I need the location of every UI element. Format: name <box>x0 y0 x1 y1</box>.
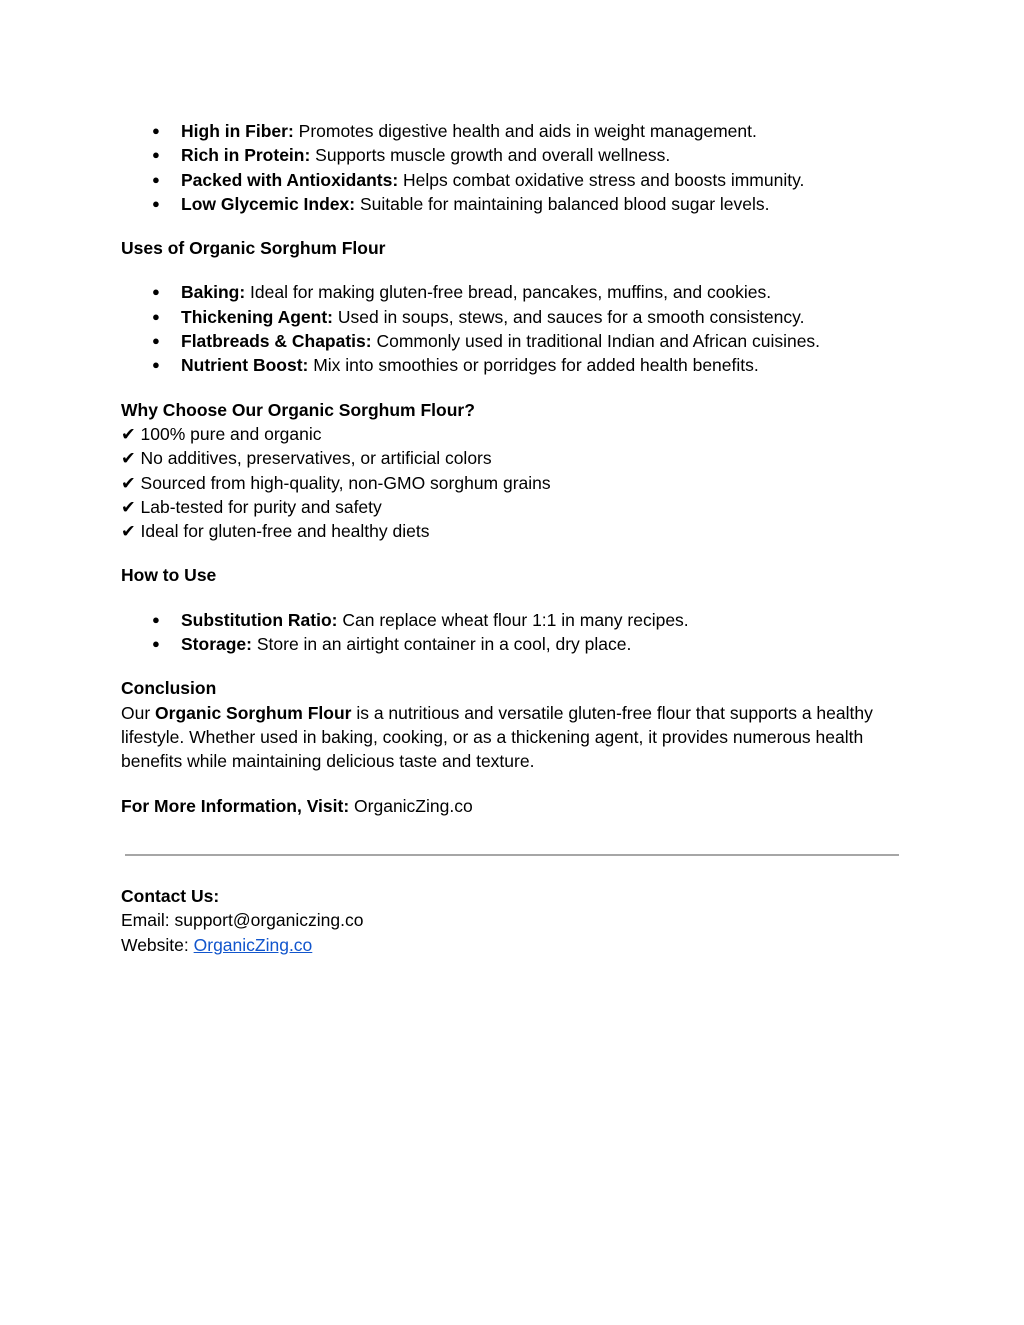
list-item <box>121 608 901 632</box>
more-info-value: OrganicZing.co <box>349 795 473 816</box>
list-item <box>121 143 901 167</box>
use-label: Flatbreads & Chapatis: <box>181 331 372 352</box>
benefit-label: High in Fiber: <box>181 121 294 141</box>
email-value: support@organiczing.co <box>174 910 364 931</box>
how-heading: How to Use <box>121 565 217 586</box>
check-item: ✔ No additives, preservatives, or artificial colors <box>121 448 492 469</box>
bullet-icon: ● <box>152 171 160 187</box>
list-item <box>121 119 901 143</box>
list-item <box>121 168 901 192</box>
list-item <box>121 280 901 304</box>
list-item <box>121 353 901 377</box>
uses-heading: Uses of Organic Sorghum Flour <box>121 238 386 259</box>
contact-section <box>121 884 901 957</box>
document-body <box>121 119 901 818</box>
website-link[interactable]: OrganicZing.co <box>193 934 313 955</box>
email-label: Email: <box>121 910 175 931</box>
use-text: Ideal for making gluten-free bread, pancakes, muffins, and cookies. <box>245 282 772 303</box>
check-item: ✔ Lab-tested for purity and safety <box>121 496 382 517</box>
check-item: ✔ Ideal for gluten-free and healthy diets <box>121 521 430 542</box>
how-label: Substitution Ratio: <box>181 609 338 630</box>
website-line <box>121 933 901 957</box>
benefit-text: Helps combat oxidative stress and boosts immunity. <box>398 169 805 190</box>
list-item <box>121 305 901 329</box>
how-text: Store in an airtight container in a cool, dry place. <box>251 634 632 655</box>
benefit-label: Rich in Protein: <box>181 145 311 166</box>
why-heading: Why Choose Our Organic Sorghum Flour? <box>121 399 475 420</box>
how-text: Can replace wheat flour 1:1 in many recipes. <box>337 609 689 630</box>
more-info-line <box>121 794 901 818</box>
website-label: Website: <box>121 934 194 955</box>
bullet-icon: ● <box>152 333 160 349</box>
list-item <box>121 192 901 216</box>
use-label: Baking: <box>181 282 246 303</box>
email-line <box>121 908 901 932</box>
use-text: Commonly used in traditional Indian and African cuisines. <box>371 331 821 352</box>
benefit-text: Promotes digestive health and aids in weight management. <box>293 121 757 141</box>
conclusion-product-name: Organic Sorghum Flour <box>155 702 352 723</box>
uses-list <box>121 280 901 377</box>
benefit-text: Suitable for maintaining balanced blood sugar levels. <box>355 193 770 214</box>
bullet-icon: ● <box>152 123 160 138</box>
bullet-icon: ● <box>152 284 160 300</box>
bullet-icon: ● <box>152 308 160 324</box>
contact-heading: Contact Us: <box>121 886 220 906</box>
list-item <box>121 632 901 656</box>
how-list <box>121 608 901 657</box>
how-label: Storage: <box>181 634 252 655</box>
conclusion-post: is a nutritious and versatile gluten-free flour that supports a healthy lifestyle. Whether used in baking, cooking, or as a thickening agent, it provides numerous health benefits while maintaining delicious taste and texture. <box>121 702 873 772</box>
conclusion-paragraph <box>121 701 881 774</box>
benefits-list <box>121 119 901 216</box>
use-text: Used in soups, stews, and sauces for a smooth consistency. <box>333 306 805 327</box>
bullet-icon: ● <box>152 357 160 373</box>
benefit-label: Packed with Antioxidants: <box>181 169 399 190</box>
bullet-icon: ● <box>152 195 160 211</box>
bullet-icon: ● <box>152 611 160 627</box>
benefit-text: Supports muscle growth and overall wellness. <box>310 145 671 166</box>
benefit-label: Low Glycemic Index: <box>181 193 356 214</box>
bullet-icon: ● <box>152 636 160 652</box>
use-label: Thickening Agent: <box>181 306 333 327</box>
check-item: ✔ 100% pure and organic <box>121 423 322 444</box>
check-item: ✔ Sourced from high-quality, non-GMO sorghum grains <box>121 472 551 493</box>
horizontal-divider <box>125 854 899 856</box>
conclusion-heading: Conclusion <box>121 678 217 699</box>
use-text: Mix into smoothies or porridges for added health benefits. <box>308 355 759 376</box>
list-item <box>121 329 901 353</box>
more-info-label: For More Information, Visit: <box>121 795 350 816</box>
bullet-icon: ● <box>152 147 160 163</box>
conclusion-pre: Our <box>121 702 156 723</box>
use-label: Nutrient Boost: <box>181 355 309 376</box>
